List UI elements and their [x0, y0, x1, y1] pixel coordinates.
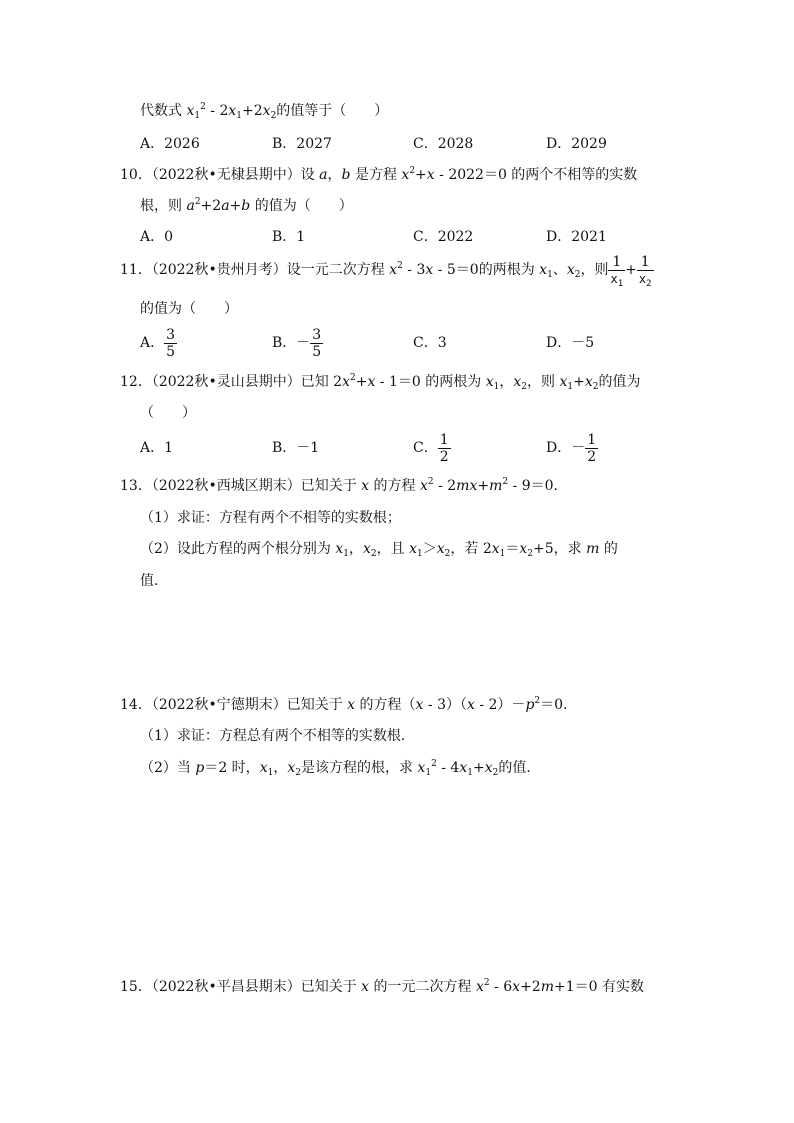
q9-option-a: A．2026 — [140, 136, 200, 152]
q12-stem-line2: （ ） — [140, 405, 196, 421]
q9-stem: 代数式 $x_1^2 - 2x_1+2x_2$的值等于（ ） — [140, 102, 389, 121]
q14-part-2: （2）当 p＝2 时，$x_1$，$x_2$是该方程的根，求 $x_1^2 - 4x_1+x_2$的值． — [140, 759, 541, 778]
q14-stem: 14．（2022秋•宁德期末）已知关于 x 的方程$(x - 3)(x - 2)-p^2=0$． — [120, 696, 578, 713]
q11-stem-line2: 的值为（ ） — [140, 301, 238, 317]
q12-option-c: C． $\frac{1}{2}$ — [413, 431, 449, 465]
q13-part-1: （1）求证：方程有两个不相等的实数根； — [140, 510, 401, 526]
q9-option-d: D．2029 — [546, 136, 607, 152]
q10-option-c: C．2022 — [413, 229, 474, 245]
q10-option-d: D．2021 — [546, 229, 607, 245]
q14-part-1: （1）求证：方程总有两个不相等的实数根． — [140, 728, 415, 744]
q13-part-2: （2）设此方程的两个根分别为 $x_1$，$x_2$，且 $x_1>x_2$，若 $2x_1=x_2+5$，求 m 的 — [140, 541, 618, 559]
q11-fraction-1: $\frac{1}{x_1}$ — [610, 253, 624, 289]
q15-stem: 15．（2022秋•平昌县期末）已知关于 x 的一元二次方程 $x^2 - 6x+2m+1=0$ 有实数 — [120, 978, 644, 995]
q12-option-a: A．1 — [140, 440, 174, 456]
q11-fraction-2: $\frac{1}{x_2}$ — [638, 253, 652, 289]
q10-stem-line2: 根，则 $a^2+2a+b$ 的值为（ ） — [140, 197, 353, 214]
q9-option-b: B．2027 — [272, 136, 332, 152]
q12-option-b: B．－1 — [272, 440, 320, 456]
q9-option-c: C．2028 — [413, 136, 474, 152]
q11-option-b: B．－ $\frac{3}{5}$ — [272, 326, 322, 360]
q11-stem: 11．（2022秋•贵州月考）设一元二次方程 $x^2 - 3x - 5=0$的两根为 $x_1$、$x_2$，则 $\frac{1}{x_1}$ + $\frac{1}{x_2}$ — [120, 253, 652, 289]
q13-stem: 13．（2022秋•西城区期末）已知关于 x 的方程 $x^2 - 2mx+m^2 - 9=0$． — [120, 477, 568, 494]
q10-stem: 10．（2022秋•无棣县期中）设 a，b 是方程 $x^2+x - 2022=0$ 的两个不相等的实数 — [120, 166, 638, 183]
q12-stem: 12．（2022秋•灵山县期中）已知 $2x^2+x - 1=0$ 的两根为 $x_1$，$x_2$，则 $x_1+x_2$的值为 — [120, 373, 641, 392]
q11-option-c: C．3 — [413, 335, 447, 351]
q10-option-b: B．1 — [272, 229, 306, 245]
q13-part-2-line2: 值． — [140, 573, 168, 589]
q11-option-d: D．－5 — [546, 335, 595, 351]
q12-option-d: D．－ $\frac{1}{2}$ — [546, 431, 597, 465]
q10-option-a: A．0 — [140, 229, 174, 245]
q11-option-a: A． $\frac{3}{5}$ — [140, 326, 176, 360]
